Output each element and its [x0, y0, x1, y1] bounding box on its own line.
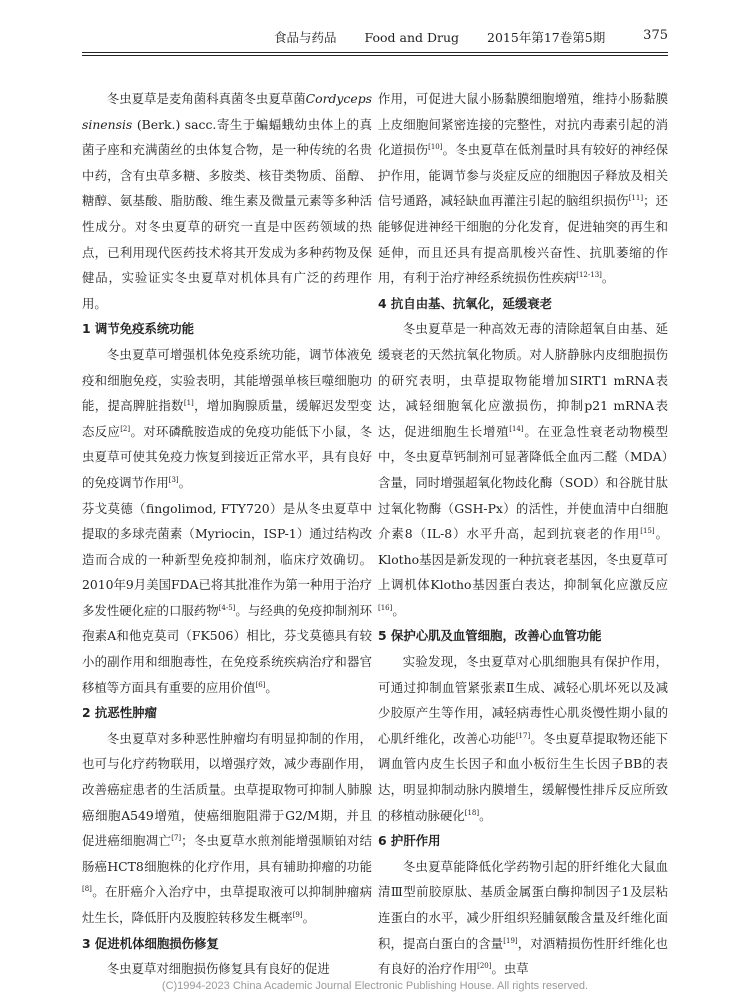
- section-3-heading: 3 促进机体细胞损伤修复: [82, 935, 219, 951]
- citation: [7]: [171, 834, 182, 843]
- citation: [15]: [640, 527, 655, 536]
- citation: [6]: [255, 680, 266, 689]
- section-2-heading: 2 抗恶性肿瘤: [82, 705, 157, 721]
- citation: [10]: [428, 143, 443, 152]
- running-header: [82, 16, 668, 52]
- section-4-paragraph-1: 冬虫夏草是一种高效无毒的清除超氧自由基、延缓衰老的天然抗氧化物质。对人脐静脉内皮细胞损伤的研究表明，虫草提取物能增加SIRT1 mRNA表达，减轻细胞氧化应激损伤，抑制p21 mRNA表达，促进细胞生长增殖[14]。在亚急性衰老动物模型中，冬虫夏草钙制剂可显著降低全血丙二醛（MDA）含量，同时增强超氧化物歧化酶（SOD）和谷胱甘肽过氧化物酶（GSH-Px）的活性，并使血清中白细胞介素8（IL-8）水平升高，起到抗衰老的作用[15]。Klotho基因是新发现的一种抗衰老基因，冬虫夏草可上调机体Klotho基因蛋白表达，抑制氧化应激反应[16]。: [378, 321, 669, 618]
- section-3-paragraph-start: 冬虫夏草对细胞损伤修复具有良好的促进: [106, 961, 330, 977]
- citation: [17]: [515, 731, 531, 740]
- citation: [4-5]: [218, 603, 236, 612]
- header-rule-thick: [82, 52, 668, 53]
- citation: [11]: [628, 194, 644, 203]
- citation: [16]: [378, 603, 393, 612]
- section-1-paragraph-2: 芬戈莫德（fingolimod, FTY720）是从冬虫夏草中提取的多球壳菌素（Myriocin，ISP-1）通过结构改造而合成的一种新型免疫抑制剂，临床疗效确切。2010年9月美国FDA已将其批准作为第一种用于治疗多发性硬化症的口服药物[4-5]。与经典的免疫抑制剂环孢素A和他克莫司（FK506）相比，芬戈莫德具有较小的副作用和细胞毒性，在免疫系统疾病治疗和器官移植等方面具有重要的应用价值[6]。: [82, 500, 373, 695]
- journal-name-cn: 食品与药品: [274, 30, 337, 45]
- citation: [14]: [509, 424, 524, 433]
- citation: [2]: [120, 424, 131, 433]
- section-3-paragraph-continued: 作用，可促进大鼠小肠黏膜细胞增殖，维持小肠黏膜上皮细胞间紧密连接的完整性，对抗内毒素引起的消化道损伤[10]。冬虫夏草在低剂量时具有较好的神经保护作用，能调节参与炎症反应的细胞因子释放及相关信号通路，减轻缺血再灌注引起的脑组织损伤[11]；还能够促进神经干细胞的分化发育，促进轴突的再生和延伸，而且还具有提高肌梭兴奋性、抗肌萎缩的作用，有利于治疗神经系统损伤性疾病[12-13]。: [378, 91, 669, 286]
- section-5-heading: 5 保护心肌及血管细胞，改善心血管功能: [378, 628, 602, 644]
- journal-name-en: Food and Drug: [364, 30, 460, 45]
- right-column: [378, 86, 668, 982]
- citation: [8]: [82, 885, 92, 894]
- citation: [12-13]: [576, 271, 602, 280]
- citation: [19]: [503, 936, 518, 945]
- citation: [1]: [183, 399, 194, 408]
- page-number: 375: [643, 28, 668, 43]
- citation: [3]: [168, 475, 179, 484]
- issue-info: 2015年第17卷第5期: [487, 30, 606, 45]
- section-5-paragraph-1: 实验发现，冬虫夏草对心肌细胞具有保护作用，可通过抑制血管紧张素Ⅱ生成、减轻心肌坏死以及减少胶原产生等作用，减轻病毒性心肌炎慢性期小鼠的心肌纤维化，改善心功能[17]。冬虫夏草提取物还能下调血管内皮生长因子和血小板衍生生长因子BB的表达，明显抑制动脉内膜增生，缓解慢性排斥反应所致的移植动脉硬化[18]。: [378, 654, 668, 823]
- copyright-footer: (C)1994-2023 China Academic Journal Electronic Publishing House. All rights reserved.: [161, 980, 589, 992]
- left-column: [82, 86, 372, 982]
- section-1-heading: 1 调节免疫系统功能: [82, 321, 195, 337]
- section-6-heading: 6 护肝作用: [378, 833, 441, 849]
- intro-paragraph: 冬虫夏草是麦角菌科真菌冬虫夏草菌Cordyceps sinensis (Berk.) sacc.寄生于蝙蝠蛾幼虫体上的真菌子座和充满菌丝的虫体复合物，是一种传统的名贵中药，含有虫草多糖、多胺类、核苷类物质、甾醇、糖醇、氨基酸、脂肪酸、维生素及微量元素等多种活性成分。对冬虫夏草的研究一直是中医药领域的热点，已利用现代医药技术将其开发成为多种药物及保健品，实验证实冬虫夏草对机体具有广泛的药理作用。: [82, 91, 372, 311]
- section-1-paragraph-1: 冬虫夏草可增强机体免疫系统功能，调节体液免疫和细胞免疫，实验表明，其能增强单核巨噬细胞功能，提高脾脏指数[1]，增加胸腺质量，缓解迟发型变态反应[2]。对环磷酰胺造成的免疫功能低下小鼠，冬虫夏草可使其免疫力恢复到接近正常水平，具有良好的免疫调节作用[3]。: [82, 346, 373, 490]
- header-journal-info: [274, 28, 629, 46]
- section-6-paragraph-1: 冬虫夏草能降低化学药物引起的肝纤维化大鼠血清Ⅲ型前胶原肽、基质金属蛋白酶抑制因子1及层粘连蛋白的水平，减少肝组织羟脯氨酸含量及纤维化面积，提高白蛋白的含量[19]，对酒精损伤性肝纤维化也有良好的治疗作用[20]。虫草: [378, 858, 669, 977]
- species-name: Cordyceps sinensis: [82, 91, 372, 132]
- citation: [9]: [292, 911, 303, 919]
- citation: [20]: [477, 962, 492, 971]
- header-rule-thin: [82, 55, 668, 56]
- citation: [18]: [464, 808, 480, 817]
- section-4-heading: 4 抗自由基、抗氧化，延缓衰老: [378, 295, 553, 311]
- section-2-paragraph-1: 冬虫夏草对多种恶性肿瘤均有明显抑制的作用，也可与化疗药物联用，以增强疗效，减少毒副作用，改善癌症患者的生活质量。虫草提取物可抑制人肺腺癌细胞A549增殖，使癌细胞阻滞于G2/M期，并且促进癌细胞凋亡[7]；冬虫夏草水煎剂能增强顺铂对结肠癌HCT8细胞株的化疗作用，具有辅助抑瘤的功能[8]。在肝癌介入治疗中，虫草提取液可以抑制肿瘤病灶生长，降低肝内及腹腔转移发生概率[9]。: [82, 730, 373, 925]
